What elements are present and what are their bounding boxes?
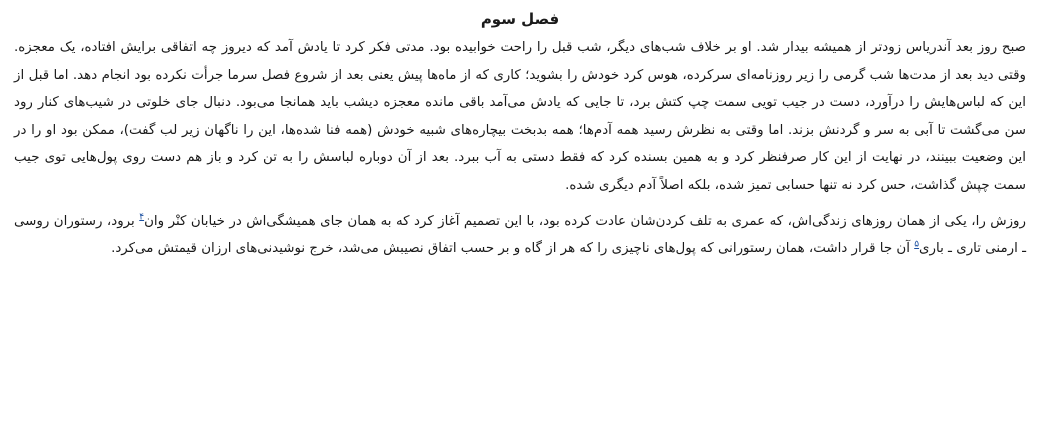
footnote-ref-4[interactable]: ۴ <box>139 212 145 223</box>
paragraph-2-part-1: روزش را، یکی از همان روزهای زندگی‌اش، که عمری به تلف کردن‌شان عادت کرده بود، با این تصمیم آغاز کرد که به همان جای همیشگی‌اش در خیابان کنْر وان <box>144 213 1026 229</box>
paragraph-1: صبح روز بعد آندریاس زودتر از همیشه بیدار شد. او بر خلاف شب‌های دیگر، شب قبل را راحت خوابیده بود. مدتی فکر کرد تا یادش آمد که دیروز چه اتفاقی برایش افتاده، یک معجزه. وقتی دید بعد از مدت‌ها شب گرمی را زیر روزنامه‌ای سرکرده، هوس کرد خودش را بشوید؛ کاری که از ماه‌ها پیش یعنی بعد از شروع فصل سرما جرأت نکرده بود انجام دهد. اما قبل از این که لباس‌هایش را درآورد، دست در جیب تویی سمت چپ کتش برد، تا جایی که یادش می‌آمد باقی مانده معجزه دیشب باید همانجا می‌بود. دنبال جای خلوتی در شیب‌های کنار رود سن می‌گشت تا آبی به سر و گردنش بزند. اما وقتی به نظرش رسید همه آدم‌ها؛ همه بدبخت بیچاره‌های شبیه خودش (همه فنا شده‌ها، این را ناگهان زیر لب گفت)، ممکن بود او را در این وضعیت ببینند، در نهایت از این کار صرفنظر کرد و به همین بسنده کرد که فقط دستی به آب ببرد. بعد از آن دوباره لباسش را به تن کرد و باز هم دست روی پول‌هایی توی جیب سمت چپش گذاشت، حس کرد نه تنها حسابی تمیز شده، بلکه اصلاً آدم دیگری شده. <box>14 40 1026 193</box>
paragraph-2 <box>14 208 1026 263</box>
chapter-title: فصل سوم <box>480 10 560 28</box>
paragraph-2-part-3: آن جا قرار داشت، همان رستورانی که پول‌های ناچیزی را که هر از گاه و بر حسب اتفاق نصیبش می‌شد، خرج نوشیدنی‌های ارزان قیمتش می‌کرد. <box>111 241 915 257</box>
footnote-ref-5[interactable]: ۵ <box>914 239 920 250</box>
paragraph-2-part-2: برود، رستوران روسی ـ ارمنی تاری ـ باری <box>14 213 1026 257</box>
